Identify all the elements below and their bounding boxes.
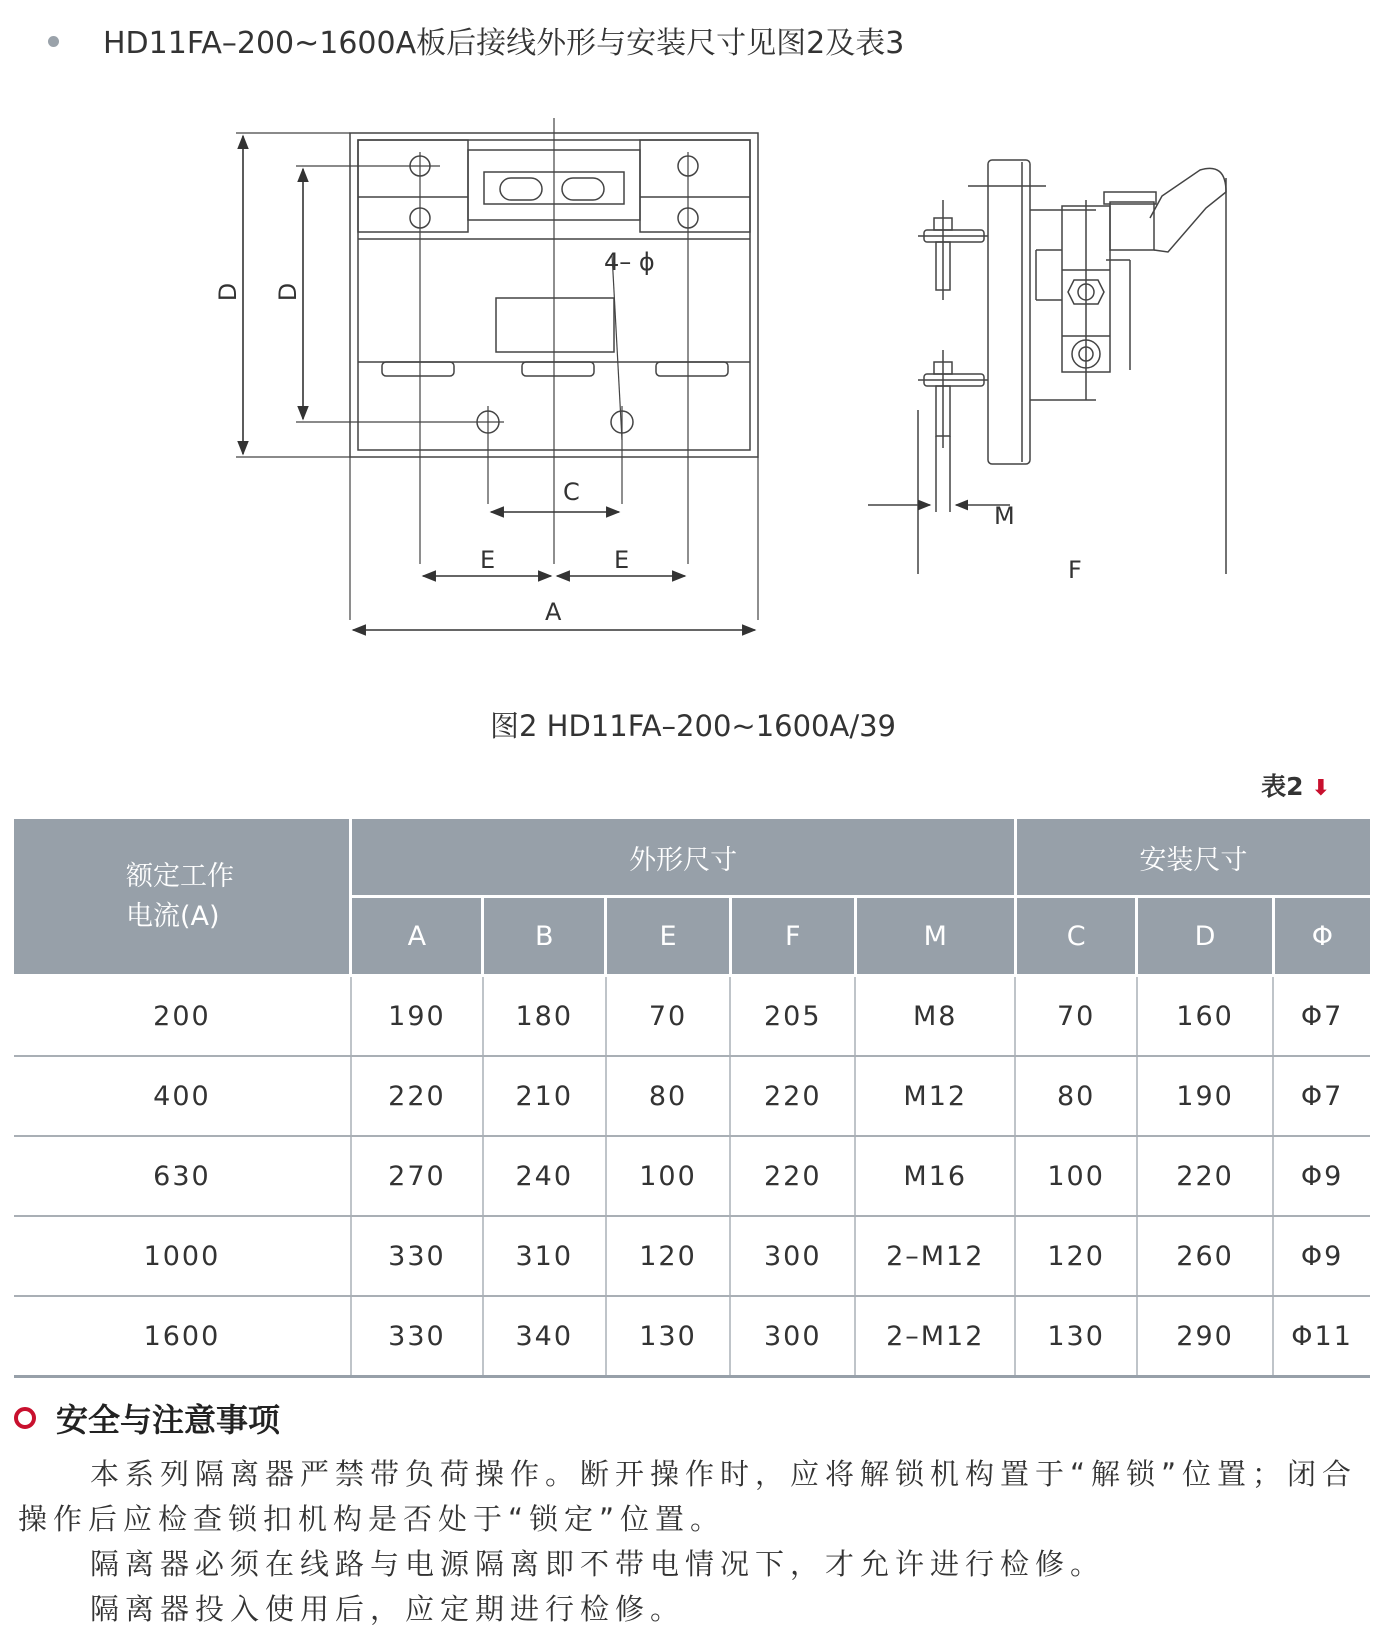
table-cell: 130 bbox=[606, 1296, 731, 1377]
figure-caption: 图2 HD11FA–200~1600A/39 bbox=[489, 709, 897, 743]
page-heading bbox=[48, 18, 904, 62]
dim-label-e-left: E bbox=[480, 546, 496, 574]
table-cell: 80 bbox=[1015, 1056, 1137, 1136]
dim-label-a: A bbox=[545, 598, 562, 626]
table-cell: 1600 bbox=[14, 1296, 351, 1377]
spec-table bbox=[14, 819, 1370, 1378]
table-cell: 120 bbox=[1015, 1216, 1137, 1296]
table-label bbox=[1261, 767, 1330, 803]
table-cell: 400 bbox=[14, 1056, 351, 1136]
table-cell: 330 bbox=[351, 1296, 483, 1377]
table-cell: 2–M12 bbox=[855, 1216, 1015, 1296]
table-cell: 290 bbox=[1137, 1296, 1273, 1377]
table-cell: 190 bbox=[1137, 1056, 1273, 1136]
column-header: C bbox=[1015, 897, 1137, 976]
table-cell: 630 bbox=[14, 1136, 351, 1216]
section-title-text: 安全与注意事项 bbox=[56, 1401, 281, 1439]
table-row bbox=[14, 1216, 1370, 1296]
header-rated-current bbox=[14, 819, 351, 976]
table-cell: 200 bbox=[14, 976, 351, 1057]
table-cell: M8 bbox=[855, 976, 1015, 1057]
table-cell: 260 bbox=[1137, 1216, 1273, 1296]
table-cell: 205 bbox=[730, 976, 855, 1057]
technical-drawing bbox=[0, 100, 1386, 660]
dim-label-c: C bbox=[563, 478, 580, 506]
dimension-arrows bbox=[243, 136, 755, 630]
table-cell: 330 bbox=[351, 1216, 483, 1296]
dim-label-f: F bbox=[1068, 556, 1082, 584]
heading-text: HD11FA–200~1600A板后接线外形与安装尺寸见图2及表3 bbox=[103, 26, 905, 61]
header-rated-current-line1: 额定工作 bbox=[126, 860, 234, 892]
table-cell: 70 bbox=[1015, 976, 1137, 1057]
table-cell: 220 bbox=[730, 1056, 855, 1136]
section-title bbox=[14, 1395, 280, 1441]
table-cell: 220 bbox=[351, 1056, 483, 1136]
table-cell: M16 bbox=[855, 1136, 1015, 1216]
column-header: D bbox=[1137, 897, 1273, 976]
table-cell: 120 bbox=[606, 1216, 731, 1296]
table-cell: 100 bbox=[606, 1136, 731, 1216]
table-cell: 1000 bbox=[14, 1216, 351, 1296]
column-header: F bbox=[730, 897, 855, 976]
table-row bbox=[14, 1056, 1370, 1136]
side-view bbox=[868, 160, 1226, 574]
table-cell: Φ11 bbox=[1273, 1296, 1370, 1377]
note-paragraph: 隔离器投入使用后，应定期进行检修。 bbox=[90, 1592, 686, 1626]
table-row bbox=[14, 1296, 1370, 1377]
note-paragraph: 本系列隔离器严禁带负荷操作。断开操作时，应将解锁机构置于“解锁”位置；闭合操作后应检查锁扣机构是否处于“锁定”位置。 bbox=[18, 1457, 1358, 1536]
table-cell: 340 bbox=[483, 1296, 606, 1377]
dim-label-d-outer: D bbox=[214, 282, 242, 302]
header-rated-current-line2: 电流(A) bbox=[126, 900, 220, 932]
table-cell: 220 bbox=[730, 1136, 855, 1216]
column-header: Φ bbox=[1273, 897, 1370, 976]
table-cell: 300 bbox=[730, 1296, 855, 1377]
table-cell: Φ9 bbox=[1273, 1136, 1370, 1216]
table-row bbox=[14, 1136, 1370, 1216]
table-cell: 310 bbox=[483, 1216, 606, 1296]
center-lines bbox=[236, 118, 758, 620]
table-cell: 220 bbox=[1137, 1136, 1273, 1216]
column-header: E bbox=[606, 897, 731, 976]
table-cell: Φ7 bbox=[1273, 976, 1370, 1057]
table-cell: 70 bbox=[606, 976, 731, 1057]
table-cell: 180 bbox=[483, 976, 606, 1057]
table-cell: 210 bbox=[483, 1056, 606, 1136]
header-outer-dimensions: 外形尺寸 bbox=[351, 819, 1015, 897]
table-cell: 300 bbox=[730, 1216, 855, 1296]
dim-label-d-inner: D bbox=[274, 282, 302, 302]
safety-notes bbox=[18, 1452, 1358, 1632]
note-paragraph: 隔离器必须在线路与电源隔离即不带电情况下，才允许进行检修。 bbox=[90, 1547, 1106, 1581]
column-header: M bbox=[855, 897, 1015, 976]
table-label-text: 表2 bbox=[1261, 772, 1304, 801]
table-cell: 190 bbox=[351, 976, 483, 1057]
table-cell: 270 bbox=[351, 1136, 483, 1216]
circle-bullet-icon bbox=[14, 1407, 36, 1429]
table-cell: 2–M12 bbox=[855, 1296, 1015, 1377]
table-cell: 130 bbox=[1015, 1296, 1137, 1377]
table-cell: M12 bbox=[855, 1056, 1015, 1136]
bullet-dot-icon bbox=[48, 36, 59, 47]
table-cell: 160 bbox=[1137, 976, 1273, 1057]
dim-label-m: M bbox=[994, 502, 1015, 530]
column-header: A bbox=[351, 897, 483, 976]
table-cell: 80 bbox=[606, 1056, 731, 1136]
table-cell: 240 bbox=[483, 1136, 606, 1216]
table-cell: Φ7 bbox=[1273, 1056, 1370, 1136]
table-cell: 100 bbox=[1015, 1136, 1137, 1216]
dim-label-e-right: E bbox=[614, 546, 630, 574]
dim-label-hole: 4– ϕ bbox=[604, 248, 655, 276]
header-install-dimensions: 安装尺寸 bbox=[1015, 819, 1370, 897]
download-arrow-icon[interactable]: ⬇ bbox=[1311, 776, 1330, 801]
column-header: B bbox=[483, 897, 606, 976]
table-cell: Φ9 bbox=[1273, 1216, 1370, 1296]
table-row bbox=[14, 976, 1370, 1057]
